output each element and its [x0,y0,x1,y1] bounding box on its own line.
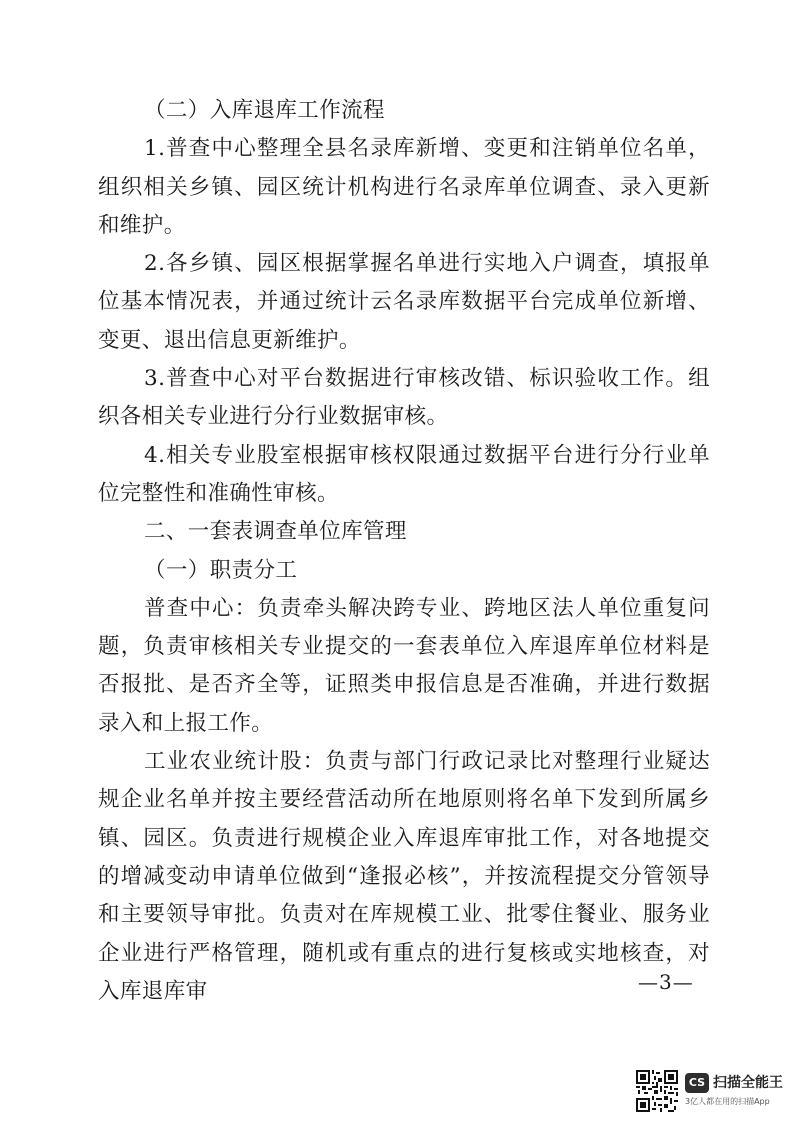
paragraph-census-center: 普查中心：负责牵头解决跨专业、跨地区法人单位重复问题，负责审核相关专业提交的一套表单位入库退库单位材料是否报批、是否齐全等，证照类申报信息是否准确，并进行数据录入和上报工作。 [98,595,710,736]
scanner-app-name: 扫描全能王 [713,1075,783,1091]
scanner-app-slogan: 3亿人都在用的扫描App [685,1097,770,1106]
qr-code-icon [636,1070,678,1112]
document-body [98,92,710,1011]
section-heading: 二、一套表调查单位库管理 [144,519,407,545]
paragraph-step-2: 2.各乡镇、园区根据掌握名单进行实地入户调查，填报单位基本情况表，并通过统计云名录库数据平台完成单位新增、变更、退出信息更新维护。 [98,251,710,353]
paragraph-step-1: 1.普查中心整理全县名录库新增、变更和注销单位名单，组织相关乡镇、园区统计机构进行名录库单位调查、录入更新和维护。 [98,136,710,238]
page-number: —3— [638,970,694,994]
paragraph-step-4: 4.相关专业股室根据审核权限通过数据平台进行分行业单位完整性和准确性审核。 [98,442,710,506]
cs-logo-icon: CS [685,1073,709,1093]
scanner-watermark [636,1068,786,1116]
subsection-heading: （一）职责分工 [144,557,298,583]
paragraph-section-heading-2: （二）入库退库工作流程 [144,98,385,123]
paragraph-step-3: 3.普查中心对平台数据进行审核改错、标识验收工作。组织各相关专业进行分行业数据审核。 [98,366,710,430]
paragraph-industry-agriculture: 工业农业统计股：负责与部门行政记录比对整理行业疑达规企业名单并按主要经营活动所在地原则将名单下发到所属乡镇、园区。负责进行规模企业入库退库审批工作，对各地提交的增减变动申请单位做到“逢报必核”，并按流程提交分管领导和主要领导审批。负责对在库规模工业、批零住餐业、服务业企业进行严格管理，随机或有重点的进行复核或实地核查，对入库退库审 [98,749,710,1004]
